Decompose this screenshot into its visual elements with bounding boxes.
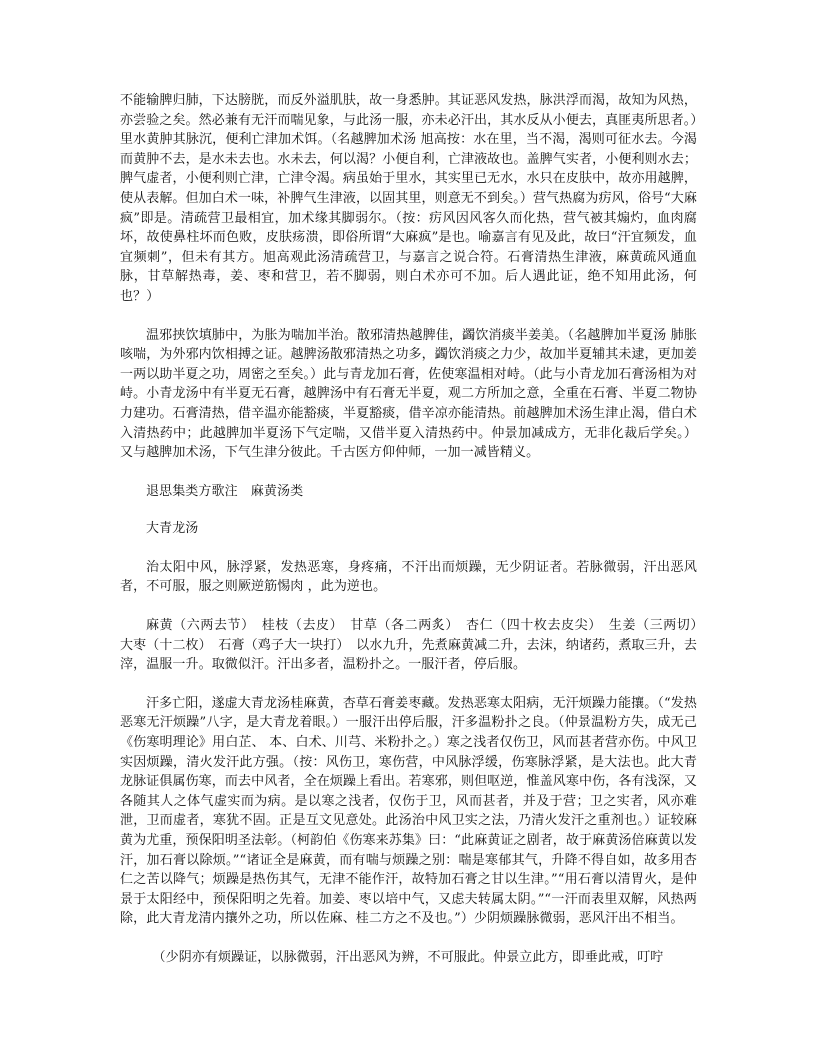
page-body [120,91,711,968]
body-paragraph: 治太阳中风，脉浮紧，发热恶寒，身疼痛，不汗出而烦躁，无少阴证者。若脉微弱，汗出恶风者，不可服，服之则厥逆筋惕肉 ，此为逆也。 [120,559,697,595]
body-paragraph: 温邪挟饮填肺中，为胀为喘加半治。散邪清热越脾佳，蠲饮消痰半姜美。（名越脾加半夏汤 肺胀咳喘，为外邪内饮相搏之证。越脾汤散邪清热之功多，蠲饮消痰之力少，故加半夏辅其未逮，更加姜一两以助半夏之功，周密之至矣。）此与青龙加石膏，佐使寒温相对峙。（此与小青龙加石膏汤相为对峙。小青龙汤中有半夏无石膏，越脾汤中有石膏无半夏，观二方所加之意，全重在石膏、半夏二物协力建功。石膏清热，借辛温亦能豁痰，半夏豁痰，借辛凉亦能清热。前越脾加术汤生津止渴，借白术入清热药中；此越脾加半夏汤下气定喘，又借半夏入清热药中。仲景加减成方，无非化裁后学矣。）又与越脾加术汤，下气生津分彼此。千古医方仰仲师，一加一减皆精义。 [120,327,697,461]
body-paragraph: 汗多亡阳，遂虚大青龙汤桂麻黄，杏草石膏姜枣藏。发热恶寒太阳病，无汗烦躁力能攘。（“发热恶寒无汗烦躁”八字，是大青龙着眼。）一服汗出停后服，汗多温粉扑之良。（仲景温粉方失，成无己《伤寒明理论》用白芷、 本、白术、川芎、米粉扑之。）寒之浅者仅伤卫，风而甚者营亦伤。中风卫实因烦躁，清火发汗此方强。（按：风伤卫，寒伤营，中风脉浮缓，伤寒脉浮紧，是大法也。此大青龙脉证俱属伤寒，而去中风者，全在烦躁上看出。若寒邪，则但呕逆，惟盖风寒中伤，各有浅深，又各随其人之体气虚实而为病。是以寒之浅者，仅伤于卫，风而甚者，并及于营；卫之实者，风亦难泄，卫而虚者，寒犹不固。正是互文见意处。此汤治中风卫实之法，乃清火发汗之重剂也。）证较麻黄为尤重，预保阳明圣法彰。（柯韵伯《伤寒来苏集》曰：“此麻黄证之剧者，故于麻黄汤倍麻黄以发汗，加石膏以除烦。”“诸证全是麻黄，而有喘与烦躁之别：喘是寒郁其气，升降不得自如，故多用杏仁之苦以降气；烦躁是热伤其气，无津不能作汗，故特加石膏之甘以生津。”“用石膏以清胃火，是仲景于太阳经中，预保阳明之先着。加姜、枣以培中气，又虑夫转属太阴。”“一汗而表里双解，风热两除，此大青龙清内攘外之功，所以佐麻、桂二方之不及也。”）少阴烦躁脉微弱，恶风汗出不相当。 [120,695,697,927]
formula-title: 大青龙汤 [146,521,199,537]
body-paragraph: 不能输脾归肺，下达膀胱，而反外溢肌肤，故一身悉肿。其证恶风发热，脉洪浮而渴，故知为风热，亦尝验之矣。然必兼有无汗而喘见象，与此汤一服，亦未必汗出，其水反从小便去，真匪夷所思者。）里水黄肿其脉沉，便利亡津加术饵。（名越脾加术汤 旭高按：水在里，当不渴，渴则可征水去。今渴而黄肿不去，是水未去也。水未去，何以渴？小便自利，亡津液故也。盖脾气实者，小便利则水去；脾气虚者，小便利则亡津，亡津令渴。病虽始于里水，其实里已无水，水只在皮肤中，故亦用越脾，使从表解。但加白术一味，补脾气生津液，以固其里，则意无不到矣。）营气热腐为疠风，俗号“大麻疯”即是。清疏营卫最相宜，加术缘其脚弱尔。（按：疠风因风客久而化热，营气被其煽灼，血肉腐坏，故使鼻柱坏而色败，皮肤疡溃，即俗所谓“大麻疯”是也。喻嘉言有见及此，故曰“汗宜频发，血宜频刺”，但未有其方。旭高观此汤清疏营卫，与嘉言之说合符。石膏清热生津液，麻黄疏风通血脉，甘草解热毒，姜、枣和营卫，若不脚弱，则白术亦可不加。后人遇此证，绝不知用此汤，何也？） [120,93,697,304]
book-section-heading: 退思集类方歌注 麻黄汤类 [146,483,304,499]
body-paragraph: （少阴亦有烦躁证，以脉微弱，汗出恶风为辨，不可服此。仲景立此方，即垂此戒，叮咛 [152,949,664,965]
ingredients-paragraph: 麻黄（六两去节） 桂枝（去皮） 甘草（各二两炙） 杏仁（四十枚去皮尖） 生姜（三两切） 大枣（十二枚） 石膏（鸡子大一块打） 以水九升，先煮麻黄减二升，去沫，纳诸药，煮取三升，去滓，温服一升。取微似汗。汗出多者，温粉扑之。一服汗者，停后服。 [120,618,711,673]
